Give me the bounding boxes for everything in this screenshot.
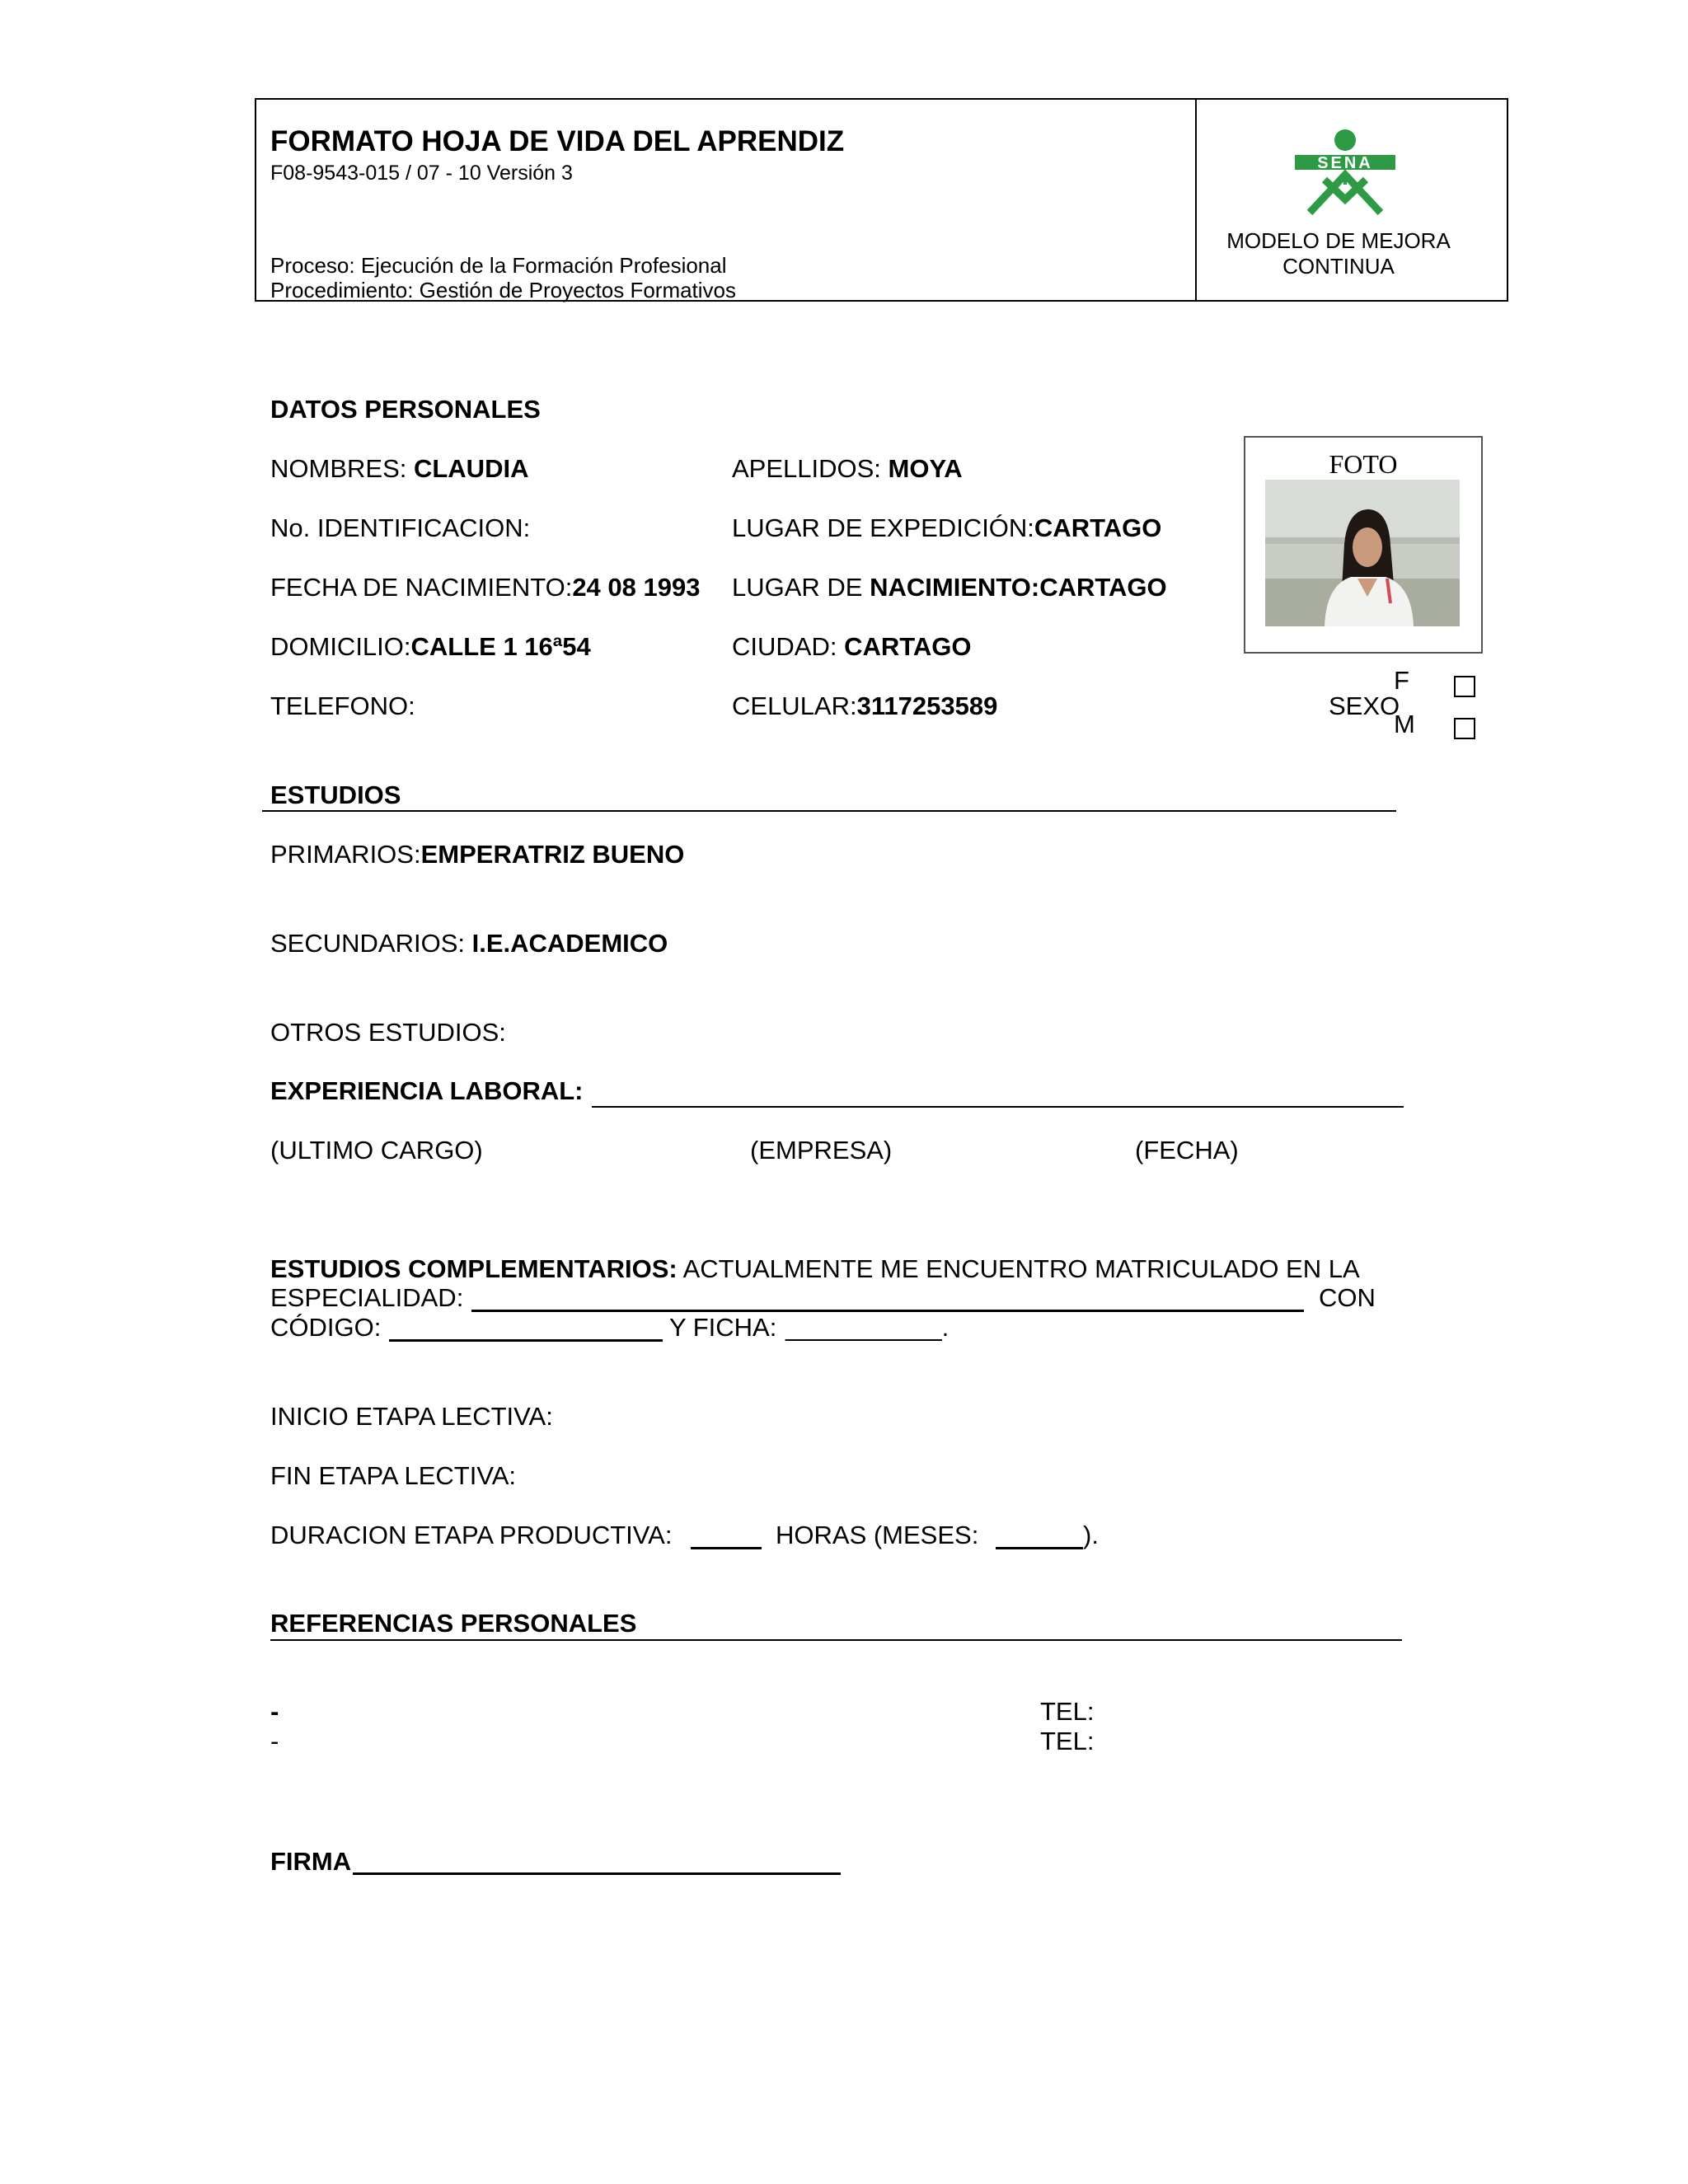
telefono-label: TELEFONO: [270,691,415,720]
horas-blank [691,1547,762,1549]
primarios-field [270,840,684,869]
celular-field [732,691,997,721]
referencia-dash: - [270,1727,279,1755]
primarios-label: PRIMARIOS: [270,840,421,869]
fin-etapa-lectiva-label: FIN ETAPA LECTIVA: [270,1461,517,1490]
apellidos-field [732,454,963,484]
nombres-label: NOMBRES: [270,454,414,483]
model-line-1: MODELO DE MEJORA [1226,228,1451,253]
nombres-value: CLAUDIA [413,454,529,483]
con-label: CON [1319,1283,1376,1312]
lugar-nacimiento-field [732,573,1167,602]
ciudad-field [732,632,972,662]
duracion-etapa-productiva-label: DURACION ETAPA PRODUCTIVA: [270,1521,673,1549]
celular-label: CELULAR: [732,691,857,720]
domicilio-value: CALLE 1 16ª54 [410,632,591,661]
student-photo [1265,480,1460,626]
sena-logo-text: SENA [1317,154,1373,172]
sexo-label: SEXO [1329,691,1400,720]
codigo-blank [389,1339,663,1342]
procedimiento-text: Procedimiento: Gestión de Proyectos Formativos [270,278,737,302]
close-paren: ). [1083,1521,1099,1549]
lugar-expedicion-value: CARTAGO [1034,513,1162,542]
fecha-nacimiento-field [270,573,700,602]
lugar-expedicion-field [732,513,1161,543]
estudios-divider [262,810,1396,812]
secundarios-value: I.E.ACADEMICO [471,929,668,958]
experiencia-divider [592,1106,1404,1108]
sexo-m-label: M [1394,710,1415,738]
section-heading-referencias: REFERENCIAS PERSONALES [270,1609,637,1638]
sena-logo [1292,127,1399,216]
col-fecha: (FECHA) [1135,1136,1239,1165]
codigo-label: CÓDIGO: [270,1313,382,1342]
referencias-divider [270,1639,1402,1641]
firma-label: FIRMA [270,1847,352,1876]
otros-estudios-label: OTROS ESTUDIOS: [270,1018,506,1047]
complementarios-line-1 [270,1254,1360,1284]
inicio-etapa-lectiva-label: INICIO ETAPA LECTIVA: [270,1402,553,1431]
referencia-tel-label: TEL: [1040,1697,1095,1726]
fecha-nacimiento-label: FECHA DE NACIMIENTO: [270,573,573,602]
col-empresa: (EMPRESA) [750,1136,893,1165]
apellidos-label: APELLIDOS: [732,454,889,483]
horas-label: HORAS (MESES: [776,1521,979,1549]
photo-label: FOTO [1329,449,1398,479]
form-code: F08-9543-015 / 07 - 10 Versión 3 [270,162,573,185]
apellidos-value: MOYA [888,454,963,483]
primarios-value: EMPERATRIZ BUENO [420,840,685,869]
secundarios-field [270,929,668,958]
ciudad-label: CIUDAD: [732,632,845,661]
ficha-blank: ___________. [785,1313,950,1342]
firma-line [353,1872,841,1875]
form-title: FORMATO HOJA DE VIDA DEL APRENDIZ [270,125,845,157]
secundarios-label: SECUNDARIOS: [270,929,472,958]
fecha-nacimiento-value: 24 08 1993 [572,573,701,602]
ciudad-value: CARTAGO [844,632,972,661]
referencia-dash: - [270,1697,279,1726]
section-heading-estudios: ESTUDIOS [270,780,401,809]
complementarios-text: ACTUALMENTE ME ENCUENTRO MATRICULADO EN LA [677,1254,1360,1283]
especialidad-blank [471,1310,1304,1312]
domicilio-field [270,632,591,662]
referencia-tel-label: TEL: [1040,1727,1095,1755]
section-heading-experiencia: EXPERIENCIA LABORAL: [270,1076,584,1105]
ficha-label: Y FICHA: [669,1313,777,1342]
section-heading-datos-personales: DATOS PERSONALES [270,395,541,424]
lugar-nacimiento-value: NACIMIENTO:CARTAGO [870,573,1167,602]
domicilio-label: DOMICILIO: [270,632,411,661]
sexo-f-checkbox[interactable] [1454,676,1475,697]
lugar-expedicion-label: LUGAR DE EXPEDICIÓN: [732,513,1034,542]
meses-blank [996,1547,1083,1549]
nombres-field [270,454,528,484]
photo-frame [1244,436,1483,654]
complementarios-heading: ESTUDIOS COMPLEMENTARIOS: [270,1254,678,1283]
sexo-m-checkbox[interactable] [1454,718,1475,739]
sexo-f-label: F [1394,666,1409,695]
col-ultimo-cargo: (ULTIMO CARGO) [270,1136,483,1165]
identificacion-label: No. IDENTIFICACION: [270,513,531,542]
model-line-2: CONTINUA [1282,254,1395,279]
lugar-nacimiento-label: LUGAR DE [732,573,870,602]
proceso-text: Proceso: Ejecución de la Formación Profesional [270,253,727,278]
celular-value: 3117253589 [856,691,998,720]
especialidad-label: ESPECIALIDAD: [270,1283,464,1312]
